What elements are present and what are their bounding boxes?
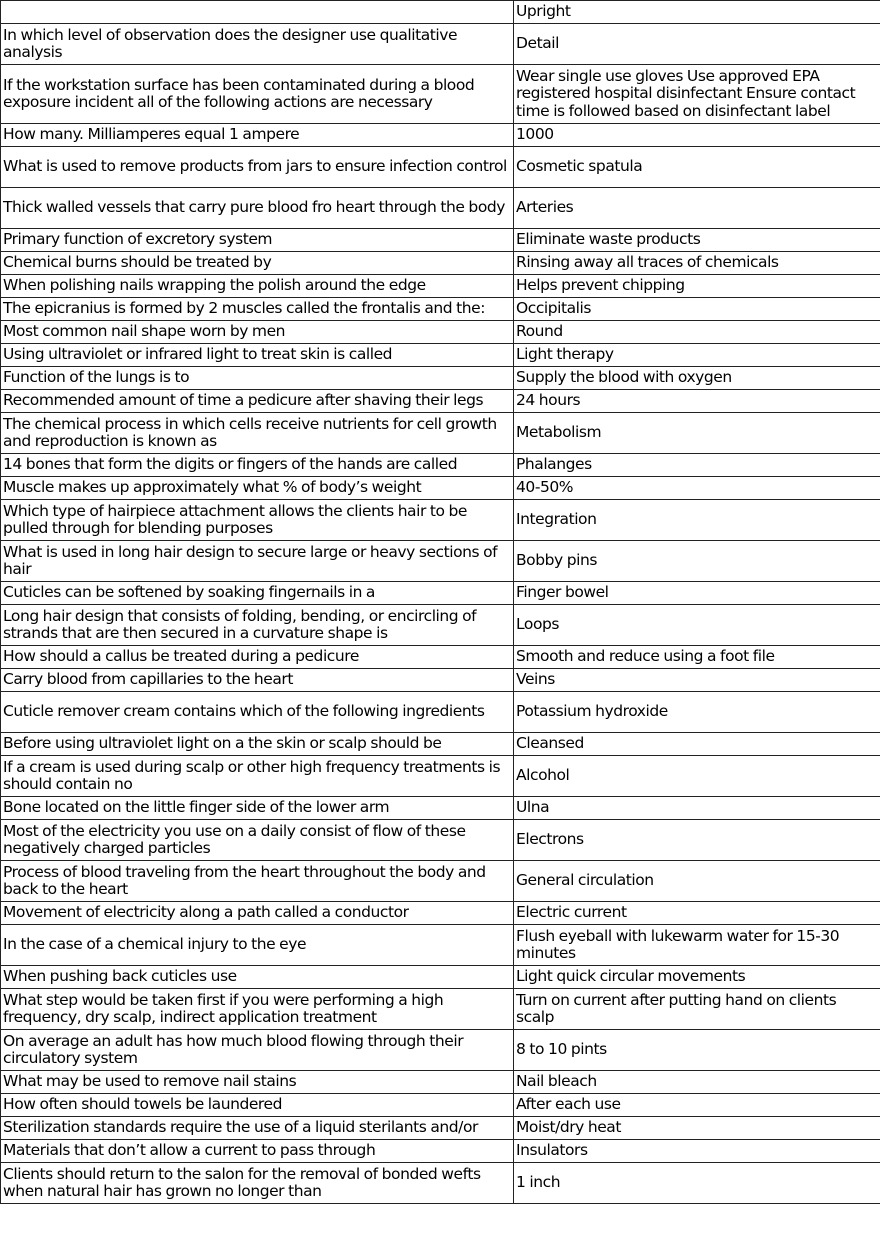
table-row: [1, 1071, 880, 1094]
table-row: [1, 1163, 880, 1204]
question-cell: Chemical burns should be treated by: [1, 252, 514, 275]
answer-cell: Round: [514, 321, 880, 344]
question-cell: Using ultraviolet or infrared light to treat skin is called: [1, 344, 514, 367]
table-row: [1, 692, 880, 733]
question-cell: Muscle makes up approximately what % of body’s weight: [1, 477, 514, 500]
question-cell: Long hair design that consists of folding, bending, or encircling of strands that are then secured in a curvature shape is: [1, 605, 514, 646]
answer-cell: 40-50%: [514, 477, 880, 500]
table-row: [1, 321, 880, 344]
answer-cell: 8 to 10 pints: [514, 1030, 880, 1071]
question-cell: Bone located on the little finger side of the lower arm: [1, 797, 514, 820]
answer-cell: Bobby pins: [514, 541, 880, 582]
question-cell: How often should towels be laundered: [1, 1094, 514, 1117]
answer-cell: Electric current: [514, 902, 880, 925]
table-row: [1, 925, 880, 966]
qa-table-body: [1, 1, 880, 1204]
table-row: [1, 966, 880, 989]
answer-cell: Light quick circular movements: [514, 966, 880, 989]
question-cell: When pushing back cuticles use: [1, 966, 514, 989]
question-cell: Process of blood traveling from the heart throughout the body and back to the heart: [1, 861, 514, 902]
answer-cell: General circulation: [514, 861, 880, 902]
question-cell: [1, 1, 514, 24]
answer-cell: Moist/dry heat: [514, 1117, 880, 1140]
answer-cell: Occipitalis: [514, 298, 880, 321]
table-row: [1, 298, 880, 321]
answer-cell: Phalanges: [514, 454, 880, 477]
table-row: [1, 454, 880, 477]
table-row: [1, 733, 880, 756]
table-row: [1, 541, 880, 582]
table-row: [1, 605, 880, 646]
answer-cell: Smooth and reduce using a foot file: [514, 646, 880, 669]
question-cell: Most of the electricity you use on a daily consist of flow of these negatively charged particles: [1, 820, 514, 861]
answer-cell: Finger bowel: [514, 582, 880, 605]
question-cell: The chemical process in which cells receive nutrients for cell growth and reproduction is known as: [1, 413, 514, 454]
question-cell: Movement of electricity along a path called a conductor: [1, 902, 514, 925]
answer-cell: Wear single use gloves Use approved EPA registered hospital disinfectant Ensure contact time is followed based on disinfectant label: [514, 65, 880, 124]
table-row: [1, 989, 880, 1030]
question-cell: How many. Milliamperes equal 1 ampere: [1, 124, 514, 147]
table-row: [1, 756, 880, 797]
question-cell: If the workstation surface has been contaminated during a blood exposure incident all of the following actions are necessary: [1, 65, 514, 124]
table-row: [1, 275, 880, 298]
answer-cell: Integration: [514, 500, 880, 541]
answer-cell: Supply the blood with oxygen: [514, 367, 880, 390]
question-cell: Before using ultraviolet light on a the skin or scalp should be: [1, 733, 514, 756]
table-row: [1, 477, 880, 500]
answer-cell: Loops: [514, 605, 880, 646]
question-cell: Materials that don’t allow a current to pass through: [1, 1140, 514, 1163]
answer-cell: Arteries: [514, 188, 880, 229]
question-cell: Function of the lungs is to: [1, 367, 514, 390]
answer-cell: Insulators: [514, 1140, 880, 1163]
question-cell: Thick walled vessels that carry pure blood fro heart through the body: [1, 188, 514, 229]
question-cell: Most common nail shape worn by men: [1, 321, 514, 344]
answer-cell: Flush eyeball with lukewarm water for 15-30 minutes: [514, 925, 880, 966]
answer-cell: Cosmetic spatula: [514, 147, 880, 188]
table-row: [1, 669, 880, 692]
table-row: [1, 1030, 880, 1071]
table-row: [1, 147, 880, 188]
answer-cell: 1000: [514, 124, 880, 147]
question-cell: Carry blood from capillaries to the heart: [1, 669, 514, 692]
question-cell: Sterilization standards require the use of a liquid sterilants and/or: [1, 1117, 514, 1140]
answer-cell: Rinsing away all traces of chemicals: [514, 252, 880, 275]
question-cell: When polishing nails wrapping the polish around the edge: [1, 275, 514, 298]
answer-cell: Metabolism: [514, 413, 880, 454]
answer-cell: Turn on current after putting hand on clients scalp: [514, 989, 880, 1030]
answer-cell: Light therapy: [514, 344, 880, 367]
table-row: [1, 367, 880, 390]
table-row: [1, 1117, 880, 1140]
table-row: [1, 797, 880, 820]
answer-cell: Detail: [514, 24, 880, 65]
table-row: [1, 24, 880, 65]
answer-cell: Veins: [514, 669, 880, 692]
answer-cell: Alcohol: [514, 756, 880, 797]
table-row: [1, 252, 880, 275]
table-row: [1, 582, 880, 605]
question-cell: In which level of observation does the designer use qualitative analysis: [1, 24, 514, 65]
table-row: [1, 902, 880, 925]
question-cell: The epicranius is formed by 2 muscles called the frontalis and the:: [1, 298, 514, 321]
question-cell: How should a callus be treated during a pedicure: [1, 646, 514, 669]
question-cell: What step would be taken first if you were performing a high frequency, dry scalp, indirect application treatment: [1, 989, 514, 1030]
table-row: [1, 1, 880, 24]
table-row: [1, 820, 880, 861]
answer-cell: Upright: [514, 1, 880, 24]
table-row: [1, 124, 880, 147]
question-cell: Cuticle remover cream contains which of the following ingredients: [1, 692, 514, 733]
question-cell: On average an adult has how much blood flowing through their circulatory system: [1, 1030, 514, 1071]
table-row: [1, 413, 880, 454]
answer-cell: Eliminate waste products: [514, 229, 880, 252]
answer-cell: 1 inch: [514, 1163, 880, 1204]
question-cell: Primary function of excretory system: [1, 229, 514, 252]
answer-cell: Potassium hydroxide: [514, 692, 880, 733]
answer-cell: Cleansed: [514, 733, 880, 756]
table-row: [1, 1140, 880, 1163]
question-cell: What is used in long hair design to secure large or heavy sections of hair: [1, 541, 514, 582]
answer-cell: Helps prevent chipping: [514, 275, 880, 298]
table-row: [1, 500, 880, 541]
answer-cell: 24 hours: [514, 390, 880, 413]
table-row: [1, 188, 880, 229]
table-row: [1, 344, 880, 367]
table-row: [1, 390, 880, 413]
table-row: [1, 861, 880, 902]
question-cell: What may be used to remove nail stains: [1, 1071, 514, 1094]
question-cell: Recommended amount of time a pedicure after shaving their legs: [1, 390, 514, 413]
question-cell: If a cream is used during scalp or other high frequency treatments is should contain no: [1, 756, 514, 797]
question-cell: What is used to remove products from jars to ensure infection control: [1, 147, 514, 188]
question-cell: In the case of a chemical injury to the eye: [1, 925, 514, 966]
question-cell: 14 bones that form the digits or fingers of the hands are called: [1, 454, 514, 477]
answer-cell: After each use: [514, 1094, 880, 1117]
answer-cell: Electrons: [514, 820, 880, 861]
answer-cell: Nail bleach: [514, 1071, 880, 1094]
question-cell: Which type of hairpiece attachment allows the clients hair to be pulled through for blending purposes: [1, 500, 514, 541]
question-cell: Cuticles can be softened by soaking fingernails in a: [1, 582, 514, 605]
table-row: [1, 646, 880, 669]
table-row: [1, 1094, 880, 1117]
table-row: [1, 229, 880, 252]
question-cell: Clients should return to the salon for the removal of bonded wefts when natural hair has grown no longer than: [1, 1163, 514, 1204]
answer-cell: Ulna: [514, 797, 880, 820]
table-row: [1, 65, 880, 124]
